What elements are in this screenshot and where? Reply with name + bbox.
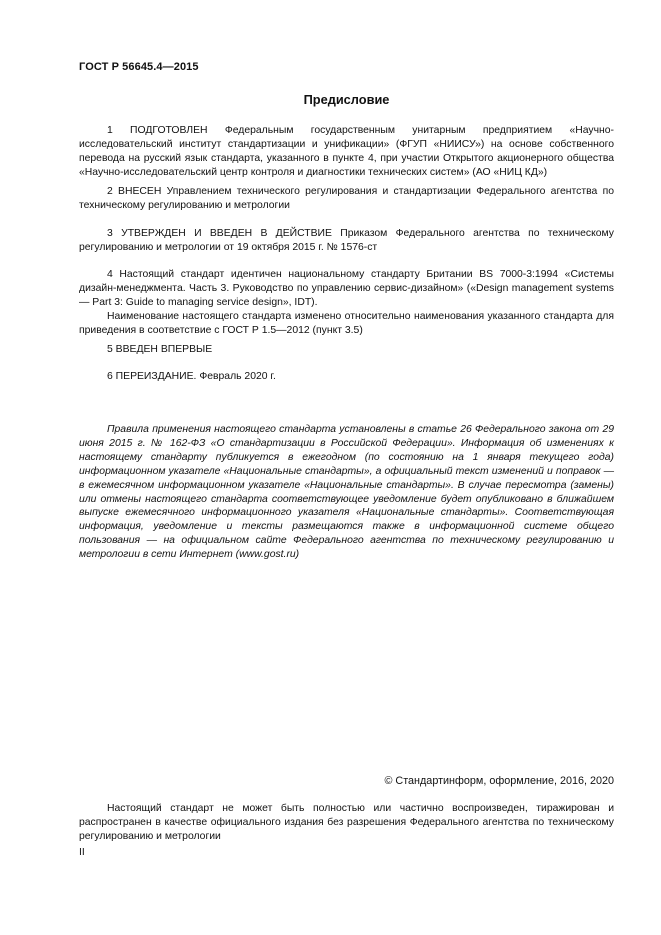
- rules-notice-text: Правила применения настоящего стандарта установлены в статье 26 Федерального закона от 29 июня 2015 г. № 162-ФЗ «О стандартизации в Российской Федерации». Информация об изменениях к настоящему стандарту публикуется в ежегодном (по состоянию на 1 января текущего года) информационном указателе «Национальные стандарты», а официальный текст изменений и поправок — в ежемесячном информационном указателе «Национальные стандарты». В случае пересмотра (замены) или отмены настоящего стандарта соответствующее уведомление будет опубликовано в ближайшем выпуске ежемесячного информационного указателя «Национальные стандарты». Соответствующая информация, уведомление и тексты размещаются также в информационной системе общего пользования — на официальном сайте Федерального агентства по техническому регулированию и метрологии в сети Интернет (www.gost.ru): [79, 424, 614, 561]
- page-title: Предисловие: [303, 92, 390, 107]
- paragraph-text: 3 УТВЕРЖДЕН И ВВЕДЕН В ДЕЙСТВИЕ Приказом Федерального агентства по техническому регулированию и метрологии от 19 октября 2015 г. № 1576-ст: [79, 228, 614, 253]
- paragraph-text: 1 ПОДГОТОВЛЕН Федеральным государственным унитарным предприятием «Научно-исследовательский институт стандартизации и унификации» (ФГУП «НИИСУ») на основе собственного перевода на русский язык стандарта, указанного в пункте 4, при участии Открытого акционерного общества «Научно-исследовательский центр контроля и диагностики технических систем» (АО «НИЦ КД»): [79, 125, 614, 178]
- paragraph-text: 6 ПЕРЕИЗДАНИЕ. Февраль 2020 г.: [107, 371, 276, 382]
- document-header: ГОСТ Р 56645.4—2015: [79, 61, 199, 73]
- copyright-line: © Стандартинформ, оформление, 2016, 2020: [384, 775, 614, 787]
- reproduction-notice: [79, 802, 614, 844]
- foreword-item-4: [79, 268, 614, 338]
- paragraph-text: 5 ВВЕДЕН ВПЕРВЫЕ: [107, 344, 213, 355]
- paragraph-text: 2 ВНЕСЕН Управлением технического регулирования и стандартизации Федерального агентства по техническому регулированию и метрологии: [79, 186, 614, 211]
- foreword-item-1: [79, 124, 614, 180]
- foreword-item-2: [79, 185, 614, 213]
- reproduction-notice-text: Настоящий стандарт не может быть полностью или частично воспроизведен, тиражирован и распространен в качестве официального издания без разрешения Федерального агентства по техническому регулированию и метрологии: [79, 803, 614, 842]
- page-number: II: [79, 847, 85, 858]
- foreword-item-5: [79, 343, 614, 357]
- foreword-item-3: [79, 227, 614, 255]
- foreword-item-6: [79, 370, 614, 384]
- paragraph-text: Наименование настоящего стандарта изменено относительно наименования указанного стандарта для приведения в соответствие с ГОСТ Р 1.5—2012 (пункт 3.5): [79, 310, 614, 336]
- paragraph-text: 4 Настоящий стандарт идентичен национальному стандарту Британии BS 7000-3:1994 «Системы дизайн-менеджмента. Часть 3. Руководство по управлению сервис-дизайном» («Design management systems — Part 3: Guide to managing service design», IDT).: [79, 269, 614, 308]
- rules-notice: [79, 423, 614, 562]
